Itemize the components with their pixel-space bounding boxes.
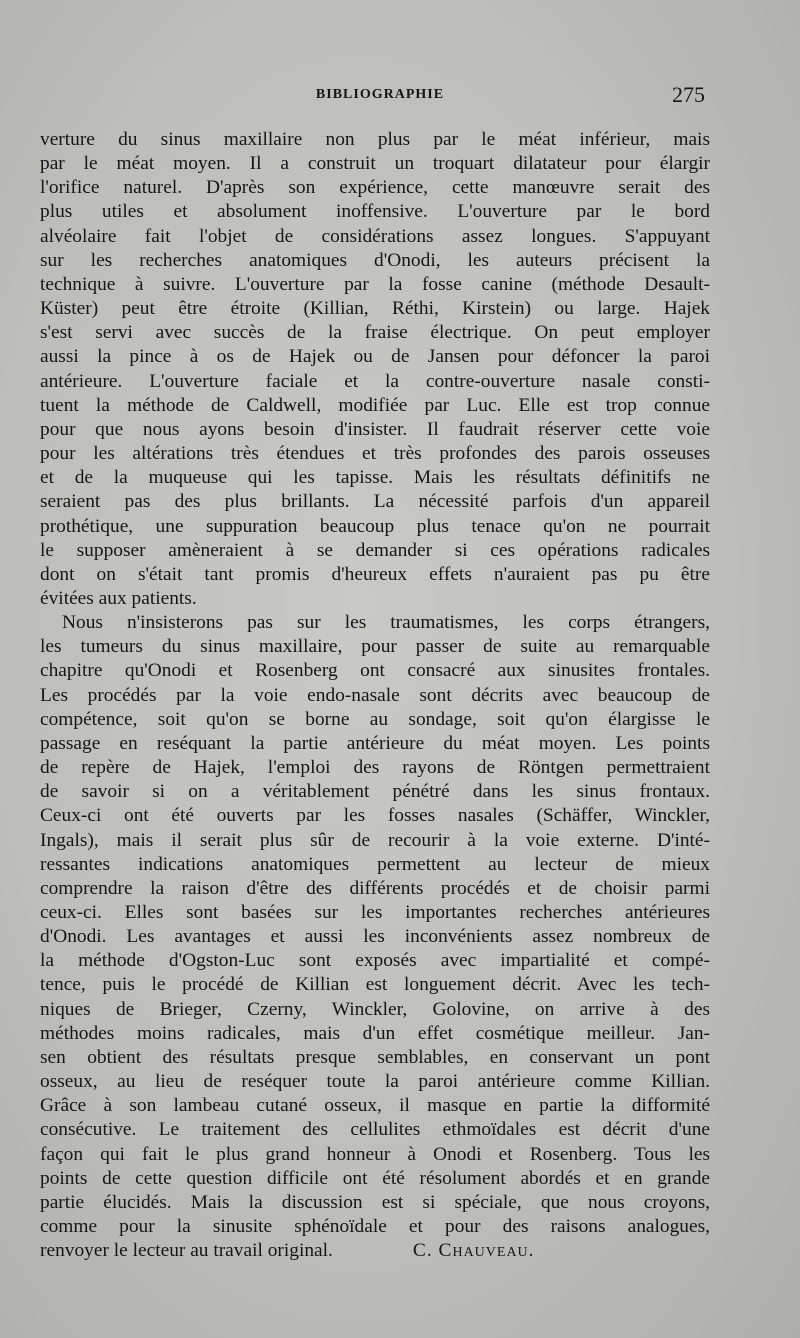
text-line: par le méat moyen. Il a construit un troquart dilatateur pour élargir [40, 153, 710, 175]
running-header: BIBLIOGRAPHIE [315, 87, 445, 102]
text-line: antérieure. L'ouverture faciale et la contre-ouverture nasale consti- [40, 370, 710, 392]
text-line: tuent la méthode de Caldwell, modifiée par Luc. Elle est trop connue [40, 394, 710, 416]
text-line: l'orifice naturel. D'après son expérience, cette manœuvre serait des [40, 177, 710, 199]
text-line: les tumeurs du sinus maxillaire, pour passer de suite au remarquable [40, 636, 710, 658]
text-line: points de cette question difficile ont été résolument abordés et en grande [40, 1167, 710, 1189]
text-line: le supposer amèneraient à se demander si ces opérations radicales [40, 539, 710, 561]
text-line: technique à suivre. L'ouverture par la fosse canine (méthode Desault- [40, 273, 710, 295]
text-line: ressantes indications anatomiques permettent au lecteur de mieux [40, 853, 710, 875]
paragraph-maxillary-sinus [40, 128, 710, 611]
paragraph-frontal-sinusitis [40, 611, 710, 1263]
text-line: partie élucidés. Mais la discussion est si spéciale, que nous croyons, [40, 1191, 710, 1213]
text-line: renvoyer le lecteur au travail original. C. Chauveau. [40, 1240, 535, 1262]
signature: C. Chauveau. [412, 1240, 535, 1262]
text-line: verture du sinus maxillaire non plus par le méat inférieur, mais [40, 129, 710, 150]
text-line: dont on s'était tant promis d'heureux effets n'auraient pas pu être [40, 563, 710, 585]
text-line: alvéolaire fait l'objet de considérations assez longues. S'appuyant [40, 225, 710, 247]
text-line: Les procédés par la voie endo-nasale sont décrits avec beaucoup de [40, 684, 710, 706]
text-line: compétence, soit qu'on se borne au sondage, soit qu'on élargisse le [40, 708, 710, 730]
text-line: passage en reséquant la partie antérieure du méat moyen. Les points [40, 732, 710, 754]
text-line: consécutive. Le traitement des cellulites ethmoïdales est décrit d'une [40, 1119, 710, 1141]
text-line: Grâce à son lambeau cutané osseux, il masque en partie la difformité [40, 1095, 710, 1117]
text-line: et de la muqueuse qui les tapisse. Mais les résultats définitifs ne [40, 467, 710, 489]
text-line: pour les altérations très étendues et très profondes des parois osseuses [40, 443, 710, 465]
text-line: de savoir si on a véritablement pénétré dans les sinus frontaux. [40, 781, 710, 803]
text-line: s'est servi avec succès de la fraise électrique. On peut employer [40, 322, 710, 344]
text-line: méthodes moins radicales, mais d'un effet cosmétique meilleur. Jan- [40, 1022, 710, 1044]
text-line: osseux, au lieu de reséquer toute la paroi antérieure comme Killian. [40, 1071, 710, 1093]
text-line: comprendre la raison d'être des différents procédés et de choisir parmi [40, 877, 710, 899]
text-line: prothétique, une suppuration beaucoup plus tenace qu'on ne pourrait [40, 515, 710, 537]
text-line: sur les recherches anatomiques d'Onodi, les auteurs précisent la [40, 249, 710, 271]
text-line: chapitre qu'Onodi et Rosenberg ont consacré aux sinusites frontales. [40, 660, 710, 682]
text-line: de repère de Hajek, l'emploi des rayons de Röntgen permettraient [40, 757, 710, 779]
page-number: 275 [672, 82, 705, 107]
text-line: d'Onodi. Les avantages et aussi les inconvénients assez nombreux de [40, 926, 710, 948]
text-line: Küster) peut être étroite (Killian, Réthi, Kirstein) ou large. Hajek [40, 298, 710, 320]
body-text [40, 128, 710, 1263]
text-line: comme pour la sinusite sphénoïdale et pour des raisons analogues, [40, 1216, 710, 1238]
text-line: façon qui fait le plus grand honneur à Onodi et Rosenberg. Tous les [40, 1143, 710, 1165]
text-line: tence, puis le procédé de Killian est longuement décrit. Avec les tech- [40, 974, 710, 996]
text-line: Nous n'insisterons pas sur les traumatismes, les corps étrangers, [62, 612, 710, 634]
text-line: pour que nous ayons besoin d'insister. Il faudrait réserver cette voie [40, 418, 710, 440]
text-line: Ingals), mais il serait plus sûr de recourir à la voie externe. D'inté- [40, 829, 710, 851]
text-line: ceux-ci. Elles sont basées sur les importantes recherches antérieures [40, 902, 710, 923]
text-line: la méthode d'Ogston-Luc sont exposés avec impartialité et compé- [40, 950, 710, 972]
text-line: Ceux-ci ont été ouverts par les fosses nasales (Schäffer, Winckler, [40, 805, 710, 827]
text-line: aussi la pince à os de Hajek ou de Jansen pour défoncer la paroi [40, 346, 710, 368]
text-line: seraient pas des plus brillants. La nécessité parfois d'un appareil [40, 491, 710, 513]
text-line: sen obtient des résultats presque semblables, en conservant un pont [40, 1046, 710, 1068]
text-line: évitées aux patients. [40, 587, 197, 609]
text-line: niques de Brieger, Czerny, Winckler, Golovine, on arrive à des [40, 998, 710, 1020]
text-line: plus utiles et absolument inoffensive. L'ouverture par le bord [40, 201, 710, 223]
